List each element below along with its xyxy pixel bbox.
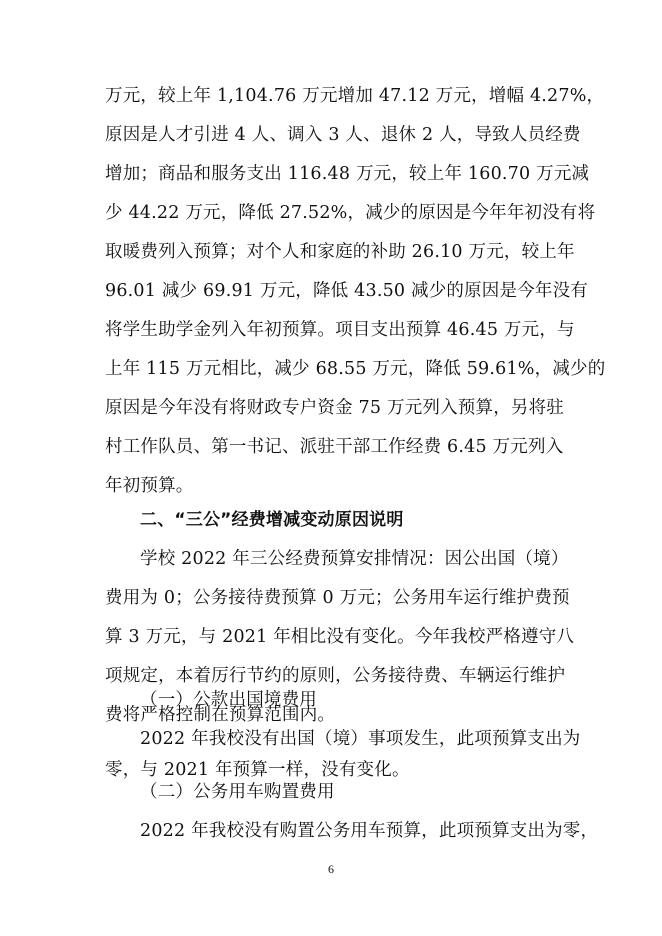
body-line-4: 少 44.22 万元，降低 27.52%，减少的原因是今年年初没有将 bbox=[105, 203, 596, 223]
body-line-3: 增加；商品和服务支出 116.48 万元，较上年 160.70 万元减 bbox=[105, 164, 590, 184]
body-line-14: 费用为 0；公务接待费预算 0 万元；公务用车运行维护费预 bbox=[105, 588, 570, 608]
subheading-overseas: （一）公款出国境费用 bbox=[140, 690, 317, 710]
body-line-6: 96.01 减少 69.91 万元，降低 43.50 减少的原因是今年没有 bbox=[105, 281, 589, 301]
body-line-10: 村工作队员、第一书记、派驻干部工作经费 6.45 万元列入 bbox=[105, 437, 564, 457]
body-line-11: 年初预算。 bbox=[105, 476, 194, 496]
body-line-20: 零，与 2021 年预算一样，没有变化。 bbox=[105, 760, 410, 780]
body-line-17: 费将严格控制在预算范围内。 bbox=[105, 705, 336, 725]
body-line-13: 学校 2022 年三公经费预算安排情况：因公出国（境） bbox=[140, 549, 569, 569]
section-heading-sangong: 二、“三公”经费增减变动原因说明 bbox=[140, 510, 404, 530]
body-line-7: 将学生助学金列入年初预算。项目支出预算 46.45 万元，与 bbox=[105, 320, 575, 340]
body-line-5: 取暖费列入预算；对个人和家庭的补助 26.10 万元，较上年 bbox=[105, 242, 575, 262]
body-line-1: 万元，较上年 1,104.76 万元增加 47.12 万元，增幅 4.27%， bbox=[105, 86, 605, 106]
body-line-15: 算 3 万元，与 2021 年相比没有变化。今年我校严格遵守八 bbox=[105, 627, 575, 647]
body-line-16: 项规定，本着厉行节约的原则，公务接待费、车辆运行维护 bbox=[105, 666, 566, 686]
page-number: 6 bbox=[328, 862, 334, 876]
body-line-8: 上年 115 万元相比，减少 68.55 万元，降低 59.61%，减少的 bbox=[105, 359, 606, 379]
body-line-2: 原因是人才引进 4 人、调入 3 人、退休 2 人，导致人员经费 bbox=[105, 125, 581, 145]
body-line-9: 原因是今年没有将财政专户资金 75 万元列入预算，另将驻 bbox=[105, 398, 564, 418]
body-line-22: 2022 年我校没有购置公务用车预算，此项预算支出为零， bbox=[140, 821, 599, 841]
body-line-19: 2022 年我校没有出国（境）事项发生，此项预算支出为 bbox=[140, 729, 581, 749]
subheading-vehicle-purchase: （二）公务用车购置费用 bbox=[140, 782, 335, 802]
